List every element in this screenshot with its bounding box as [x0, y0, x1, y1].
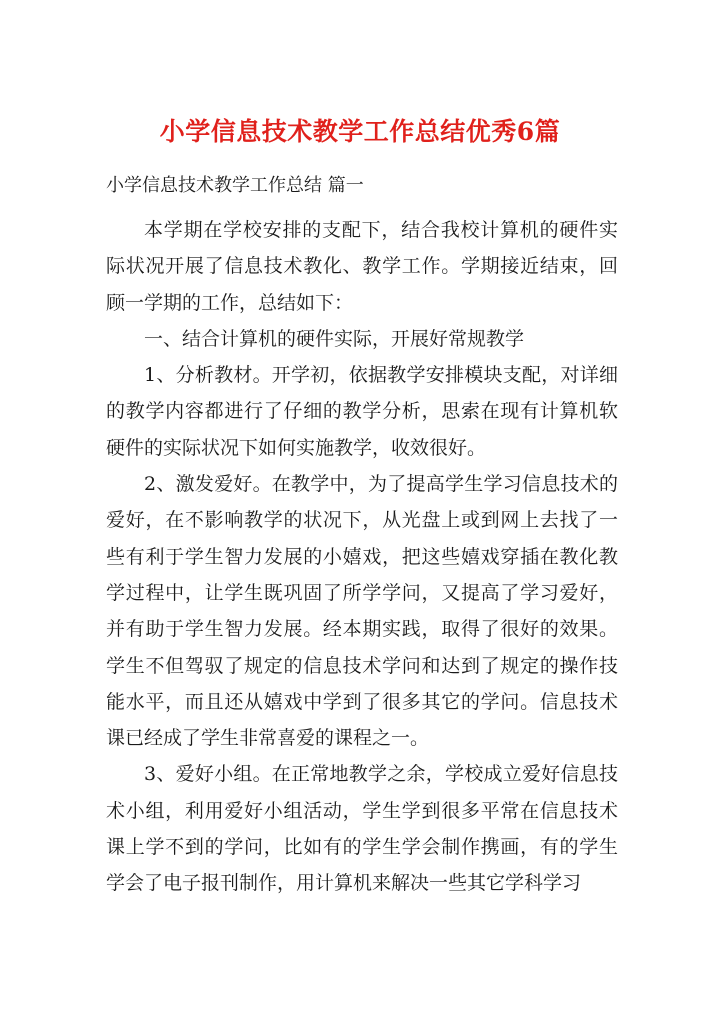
- paragraph-group: 3、爱好小组。在正常地教学之余，学校成立爱好信息技术小组，利用爱好小组活动，学生学到很多平常在信息技术课上学不到的学问，比如有的学生学会制作携画，有的学生学会了电子报刊制作，用计算机来解决一些其它学科学习: [106, 763, 618, 895]
- paragraph-interest: 2、激发爱好。在教学中，为了提高学生学习信息技术的爱好，在不影响教学的状况下，从光盘上或到网上去找了一些有利于学生智力发展的小嬉戏，把这些嬉戏穿插在教化教学过程中，让学生既巩固了所学学问，又提高了学习爱好，并有助于学生智力发展。经本期实践，取得了很好的效果。学生不但驾驭了规定的信息技术学问和达到了规定的操作技能水平，而且还从嬉戏中学到了很多其它的学问。信息技术课已经成了学生非常喜爱的课程之一。: [106, 473, 618, 750]
- paragraph-intro: 本学期在学校安排的支配下，结合我校计算机的硬件实际状况开展了信息技术教化、教学工作。学期接近结束，回顾一学期的工作，总结如下：: [106, 219, 618, 314]
- document-title: 小学信息技术教学工作总结优秀6篇: [159, 117, 561, 146]
- paragraph-analysis: 1、分析教材。开学初，依据教学安排模块支配，对详细的教学内容都进行了仔细的教学分析，思索在现有计算机软硬件的实际状况下如何实施教学，收效很好。: [106, 364, 618, 459]
- section-heading: 小学信息技术教学工作总结 篇一: [106, 175, 364, 196]
- document-body: [106, 212, 618, 902]
- paragraph-heading-one: 一、结合计算机的硬件实际，开展好常规教学: [144, 327, 525, 350]
